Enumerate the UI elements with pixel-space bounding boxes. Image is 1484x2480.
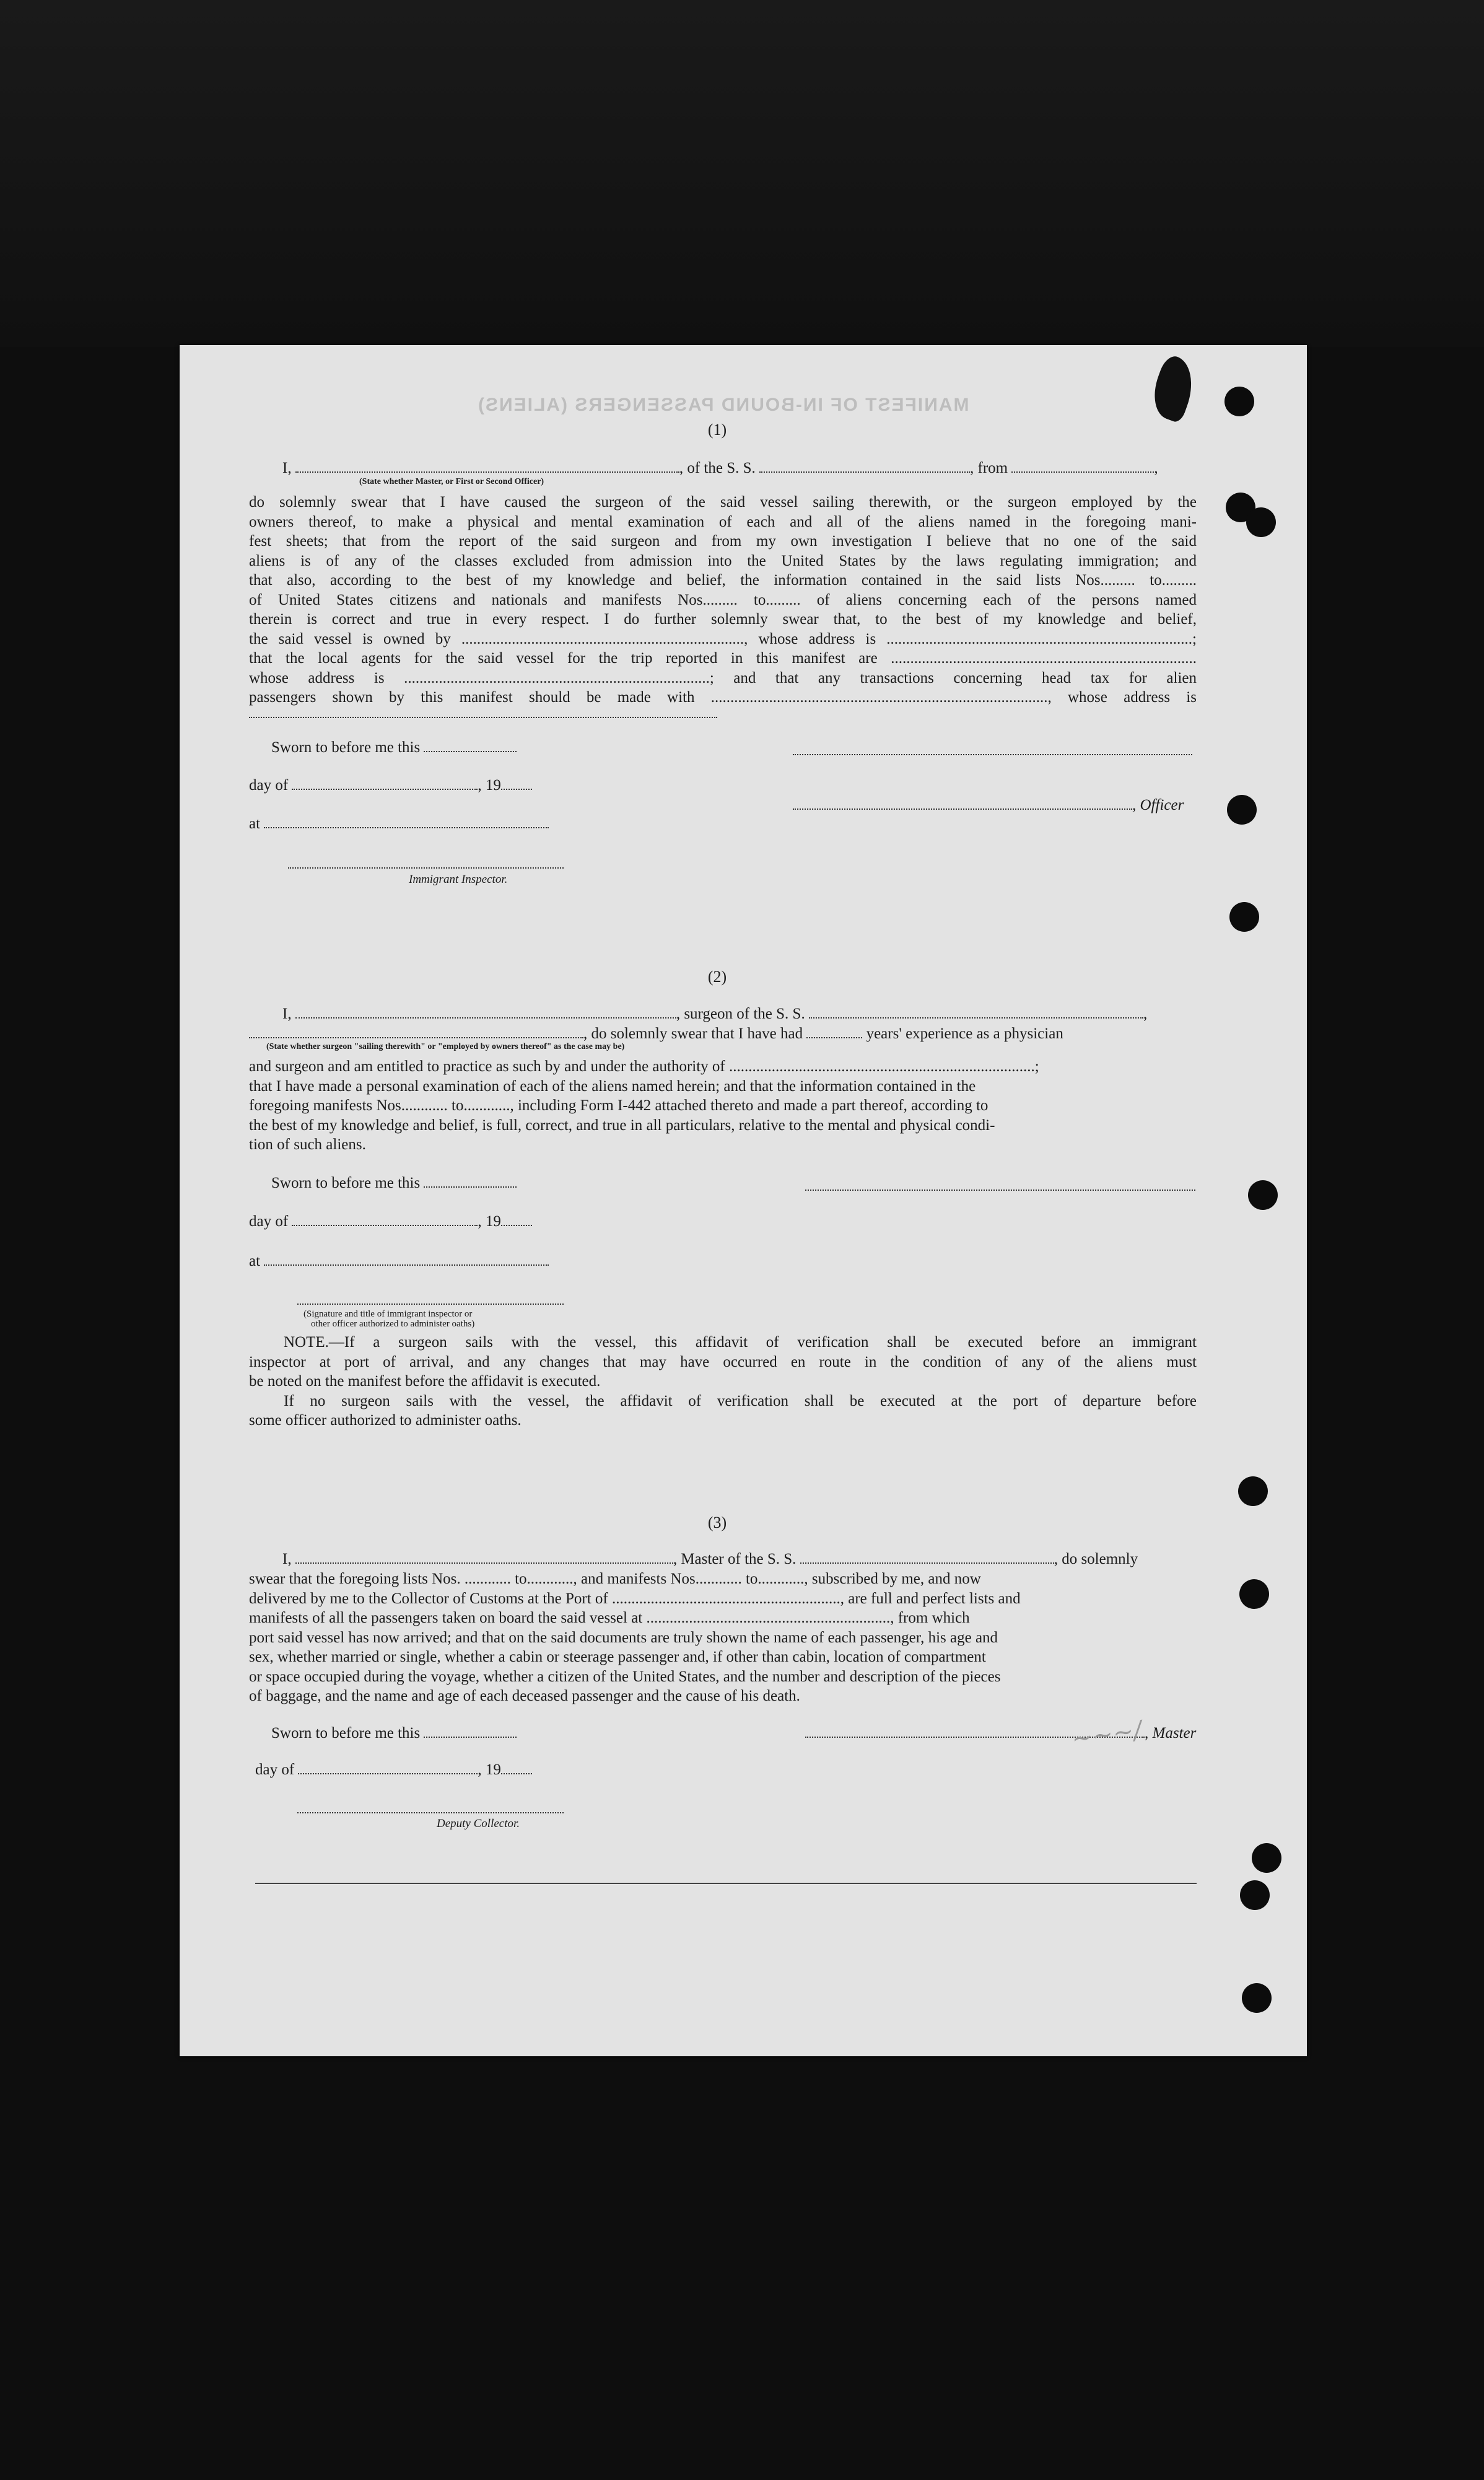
- section-1-trailing-rule: [249, 717, 717, 718]
- punch-hole: [1227, 795, 1257, 825]
- section-2-caption: (State whether surgeon "sailing therewith" or "employed by owners thereof" as the case may be): [266, 1042, 625, 1051]
- punch-hole: [1242, 1983, 1272, 2013]
- section-2-line-i: I, , surgeon of the S. S. ,: [282, 1006, 1148, 1022]
- section-3-sworn: Sworn to before me this: [271, 1724, 517, 1743]
- section-2-sig-caption-2: other officer authorized to administer oaths): [311, 1319, 475, 1329]
- section-2-signature-line: [805, 1190, 1195, 1191]
- bleed-through-header: MANIFEST OF IN-BOUND PASSENGERS (ALIENS): [477, 395, 969, 415]
- punch-hole: [1238, 1476, 1268, 1506]
- punch-hole: [1248, 1180, 1278, 1210]
- section-2-note: NOTE.—If a surgeon sails with the vessel, this affidavit of verification shall be executed before an immigrant inspector at port of arrival, and any changes that may have occurred en route in the condition of any of the aliens must be noted on the manifest before the affidavit is executed. If no surgeon sails with the vessel, the affidavit of verification shall be executed at the port of departure before some officer authorized to administer oaths.: [249, 1334, 1197, 1429]
- manifest-back-page: [180, 345, 1307, 2056]
- section-1-at: at: [249, 814, 549, 834]
- section-1-sworn: Sworn to before me this: [271, 738, 517, 758]
- section-2-sworn: Sworn to before me this: [271, 1173, 517, 1193]
- punch-hole: [1239, 1579, 1269, 1609]
- punch-hole: [1224, 387, 1254, 416]
- section-2-signature-rule: [297, 1304, 564, 1305]
- section-3-day-of: day of , 19: [255, 1760, 532, 1780]
- punch-hole: [1252, 1843, 1281, 1873]
- section-3-body: swear that the foregoing lists Nos. ............ to............, and manifests Nos............ to............, subscribed by me, and now delivered by me to the Collector of Customs at the Port of ..........................................................., are full and perfect lists and manifests of all the passengers taken on board the said vessel at ..............................................................., from which port said vessel has now arrived; and that on the said documents are truly shown the name of each passenger, his age and sex, whether married or single, whether a cabin or steerage passenger and, if other than cabin, location of compartment or space occupied during the voyage, whether a citizen of the United States, and the number and description of the pieces of baggage, and the name and age of each deceased passenger and the cause of his death.: [249, 1571, 1021, 1704]
- section-1-body: do solemnly swear that I have caused the surgeon of the said vessel sailing therewith, or the surgeon employed by the owners thereof, to make a physical and mental examination of each and all of the aliens named in the foregoing mani- fest sheets; that from the report of the said surgeon and from my own investigation I believe that no one of the said aliens is of any of the classes excluded from admission into the United States by the laws regulating immigration; and that also, according to the best of my knowledge and belief, the information contained in the said lists Nos......... to......... of United States citizens and nationals and manifests Nos......... to......... of aliens concerning each of the persons named therein is correct and true in every respect. I do further solemnly swear that, to the best of my knowledge and belief, the said vessel is owned by ........................................................................., whose address is ...............................................................................; that the local agents for the said vessel for the trip reported in this manifest are ............................................................................... whose address is ...............................................................................; and that any transactions concerning head tax for alien passengers shown by this manifest should be made with ......................................................................................., whose address is: [249, 494, 1197, 706]
- section-1-number: (1): [707, 421, 727, 439]
- section-1-signature-line: [793, 754, 1192, 755]
- bottom-rule: [255, 1883, 1197, 1884]
- section-1-officer-caption: (State whether Master, or First or Second Officer): [359, 477, 544, 486]
- section-3-deputy-caption: Deputy Collector.: [437, 1817, 520, 1830]
- section-1-line-i: I, , of the S. S. , from ,: [282, 460, 1158, 476]
- section-2-at: at: [249, 1251, 549, 1271]
- film-border-top: [0, 0, 1484, 347]
- section-3-number: (3): [707, 1514, 727, 1531]
- section-2-number: (2): [707, 968, 727, 986]
- punch-hole: [1246, 507, 1276, 537]
- section-2-do-solemnly: , do solemnly swear that I have had years' experience as a physician: [249, 1024, 1063, 1044]
- punch-hole: [1240, 1880, 1270, 1910]
- section-2-body: and surgeon and am entitled to practice as such by and under the authority of ...............................................................................; that I have made a personal examination of each of the aliens named herein; and that the information contained in the foregoing manifests Nos............ to............, including Form I-442 attached thereto and made a part thereof, according to the best of my knowledge and belief, is full, correct, and true in all particulars, relative to the mental and physical condi- tion of such aliens.: [249, 1058, 1039, 1153]
- punch-hole: [1229, 902, 1259, 932]
- section-1-inspector-caption: Immigrant Inspector.: [409, 873, 508, 886]
- section-1-officer-line: , Officer: [793, 795, 1184, 815]
- section-1-inspector-line: [288, 867, 564, 869]
- ink-blot: [1146, 353, 1202, 424]
- section-3-deputy-line: [297, 1812, 564, 1813]
- section-1-day-of: day of , 19: [249, 776, 532, 795]
- section-3-master-line: , Master: [805, 1724, 1196, 1743]
- section-2-day-of: day of , 19: [249, 1212, 532, 1232]
- section-2-sig-caption-1: (Signature and title of immigrant inspector or: [303, 1309, 473, 1319]
- pencil-annotation: ~~~/: [1070, 1715, 1144, 1754]
- section-3-line-i: I, , Master of the S. S. , do solemnly: [282, 1551, 1138, 1567]
